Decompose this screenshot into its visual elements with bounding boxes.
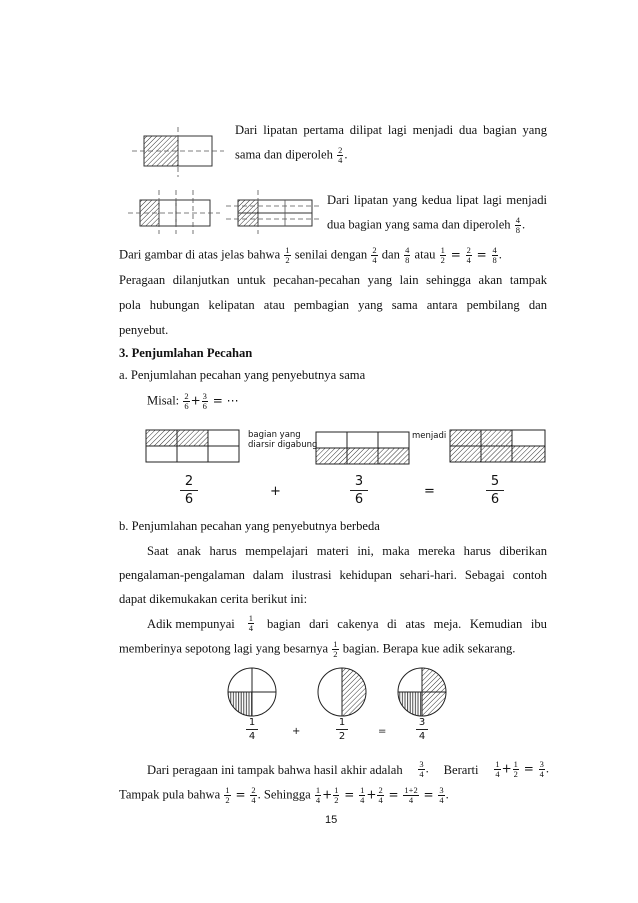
numerator: 1	[246, 716, 258, 730]
story-line1	[147, 614, 547, 633]
numerator: 1	[248, 613, 254, 623]
fraction-2-4	[250, 786, 256, 805]
fraction-1-2	[284, 246, 290, 265]
fraction-2-6	[183, 392, 189, 411]
denominator: 4	[439, 795, 444, 805]
circle-figure	[222, 668, 462, 748]
bar-equals: =	[424, 484, 435, 499]
numerator: 3	[416, 716, 428, 730]
bar-fraction-5-6	[486, 473, 504, 508]
conclusion-a: Dari gambar di atas jelas bahwa	[119, 247, 281, 262]
denominator: 4	[372, 255, 377, 265]
denominator: 8	[405, 255, 410, 265]
denominator: 6	[354, 492, 364, 507]
numerator: 3	[350, 473, 368, 491]
denominator: 2	[285, 255, 290, 265]
numerator: 2	[251, 785, 256, 795]
bar-label-3: menjadi	[412, 431, 447, 441]
denominator: 4	[248, 731, 256, 742]
denominator: 4	[360, 795, 365, 805]
numerator: 1	[315, 785, 321, 795]
numerator: 1	[336, 716, 348, 730]
para1-line2: pola hubungan kelipatan atau pembagian yang sama antara pembilang dan	[119, 298, 547, 312]
denominator: 2	[338, 731, 346, 742]
para2-line1: Saat anak harus mempelajari materi ini, maka mereka harus diberikan	[147, 544, 547, 558]
story-2b: bagian. Berapa kue adik sekarang.	[342, 641, 516, 656]
fraction-sum	[403, 786, 418, 805]
fraction-1-2	[333, 786, 339, 805]
bar-figure	[142, 422, 550, 514]
denominator: 6	[184, 401, 189, 411]
denominator: 8	[515, 225, 520, 235]
para1-line1: Peragaan dilanjutkan untuk pecahan-pecahan yang lain sehingga akan tampak	[119, 273, 547, 287]
denominator: 4	[408, 795, 414, 805]
denominator: 2	[440, 255, 445, 265]
bar-fraction-2-6	[180, 473, 198, 508]
numerator: 1	[334, 785, 339, 795]
bar-label-1: bagian yang	[248, 430, 301, 440]
numerator: 3	[202, 391, 207, 401]
circle-equals: =	[378, 726, 387, 737]
denominator: 4	[418, 731, 426, 742]
item-a: a. Penjumlahan pecahan yang penyebutnya sama	[119, 368, 366, 382]
denominator: 4	[539, 769, 544, 779]
denominator: 4	[466, 255, 471, 265]
numerator: 1	[225, 785, 230, 795]
numerator: 1+2	[404, 785, 418, 795]
fold-text-1b: sama dan diperoleh	[235, 147, 333, 162]
numerator: 2	[372, 245, 377, 255]
result-2b: Sehingga	[263, 787, 311, 802]
numerator: 2	[180, 473, 198, 491]
denominator: 4	[248, 623, 254, 633]
bar-plus: +	[270, 484, 281, 499]
story-2a: memberinya sepotong lagi yang besarnya	[119, 641, 329, 656]
fraction-3-4	[438, 786, 444, 805]
fraction-2-4	[371, 246, 377, 265]
conclusion-b: senilai dengan	[294, 247, 368, 262]
fold-figure-3	[222, 188, 332, 238]
conclusion-d: atau	[414, 247, 436, 262]
result-1a: Dari peragaan ini tampak bahwa hasil akhir adalah	[147, 762, 403, 777]
misal-line: Misal: $\frac{2}{6}$ + $\frac{3}{6}$ = ⋯	[147, 391, 239, 411]
fold-text-2a: Dari lipatan yang kedua lipat lagi menjadi	[327, 193, 547, 207]
result-line2: Tampak pula bahwa $\frac{1}{2}$ = $\frac{2}{4}$ . Sehingga $\frac{1}{4}$ + $\frac{1}{2}$ = $\frac{1}{4}$ + $\frac{2}{4}$ = $\frac{1+2}{4}$ = $\frac{3}{4}$ .	[119, 785, 449, 805]
denominator: 4	[378, 795, 383, 805]
fold-text-2b-line: dua bagian yang sama dan diperoleh $\frac{4}{8}$ .	[327, 215, 526, 235]
denominator: 6	[202, 401, 207, 411]
fraction-2-4	[337, 146, 343, 165]
denominator: 2	[334, 795, 339, 805]
bar-figure-graphics	[142, 428, 550, 478]
story-line2	[119, 640, 515, 659]
fraction-1-2	[440, 246, 446, 265]
denominator: 4	[251, 795, 256, 805]
fold-text-2b: dua bagian yang sama dan diperoleh	[327, 217, 511, 232]
numerator: 4	[515, 215, 520, 225]
denominator: 2	[513, 769, 518, 779]
fraction-4-8	[515, 216, 521, 235]
numerator: 4	[492, 245, 497, 255]
numerator: 1	[333, 639, 338, 649]
circle-fraction-1-4	[246, 716, 258, 743]
fraction-4-8	[404, 246, 410, 265]
story-1a: Adik mempunyai	[147, 616, 235, 631]
plus-sign: +	[190, 393, 201, 408]
fraction-1-4	[494, 760, 500, 779]
page-number: 15	[325, 814, 338, 826]
fraction-1-2	[224, 786, 230, 805]
numerator: 1	[285, 245, 290, 255]
numerator: 2	[378, 785, 383, 795]
numerator: 1	[440, 245, 445, 255]
para2-line3: dapat dikemukakan cerita berikut ini:	[119, 592, 308, 606]
story-1b: bagian dari cakenya di atas meja. Kemudian ibu	[266, 616, 547, 631]
denominator: 4	[315, 795, 321, 805]
fraction-1-4	[359, 786, 365, 805]
result-1b: Berarti	[443, 762, 479, 777]
denominator: 8	[492, 255, 497, 265]
fold-text-1a: Dari lipatan pertama dilipat lagi menjadi dua bagian yang	[235, 123, 547, 137]
denominator: 2	[225, 795, 230, 805]
ellipsis: ⋯	[226, 393, 239, 408]
circle-figure-graphics	[222, 668, 462, 718]
denominator: 4	[419, 769, 424, 779]
para1-line3: penyebut.	[119, 323, 169, 337]
numerator: 3	[439, 785, 444, 795]
bar-label-2: diarsir digabung	[248, 440, 318, 450]
fraction-1-4	[248, 614, 254, 633]
fraction-4-8	[492, 246, 498, 265]
fraction-1-2	[332, 640, 338, 659]
fold-text-1b-line: sama dan diperoleh $\frac{2}{4}$ .	[235, 145, 348, 165]
denominator: 6	[490, 492, 500, 507]
circle-fraction-1-2	[336, 716, 348, 743]
conclusion-line: Dari gambar di atas jelas bahwa $\frac{1}{2}$ senilai dengan $\frac{2}{4}$ dan $\frac{4}{8}$ atau $\frac{1}{2}$ = $\frac{2}{4}$ = $\frac{4}{8}$ .	[119, 245, 502, 265]
denominator: 4	[338, 155, 343, 165]
result-2a: Tampak pula bahwa	[119, 787, 221, 802]
fraction-3-4	[418, 760, 424, 779]
fraction-3-6	[202, 392, 208, 411]
result-line1: Dari peragaan ini tampak bahwa hasil akhir adalah $\frac{3}{4}$ . Berarti $\frac{1}{4}$ + $\frac{1}{2}$ = $\frac{3}{4}$ .	[147, 759, 549, 779]
bar-fraction-3-6	[350, 473, 368, 508]
circle-plus: +	[292, 726, 301, 737]
item-b: b. Penjumlahan pecahan yang penyebutnya berbeda	[119, 519, 380, 533]
numerator: 2	[338, 145, 343, 155]
circle-fraction-3-4	[416, 716, 428, 743]
numerator: 2	[184, 391, 189, 401]
misal-label: Misal:	[147, 393, 180, 408]
numerator: 5	[486, 473, 504, 491]
denominator: 6	[184, 492, 194, 507]
para2-line2: pengalaman-pengalaman dalam ilustrasi kehidupan sehari-hari. Sebagai contoh	[119, 568, 547, 582]
fraction-2-4	[377, 786, 383, 805]
numerator: 1	[360, 785, 365, 795]
numerator: 3	[419, 759, 424, 769]
fraction-1-4	[315, 786, 321, 805]
fraction-1-2	[513, 760, 519, 779]
numerator: 1	[513, 759, 518, 769]
numerator: 2	[466, 245, 471, 255]
section-heading: 3. Penjumlahan Pecahan	[119, 346, 253, 360]
denominator: 2	[333, 649, 338, 659]
denominator: 4	[495, 769, 500, 779]
numerator: 3	[539, 759, 544, 769]
fraction-3-4	[539, 760, 545, 779]
fraction-2-4	[466, 246, 472, 265]
conclusion-c: dan	[381, 247, 400, 262]
numerator: 1	[495, 759, 500, 769]
numerator: 4	[405, 245, 410, 255]
